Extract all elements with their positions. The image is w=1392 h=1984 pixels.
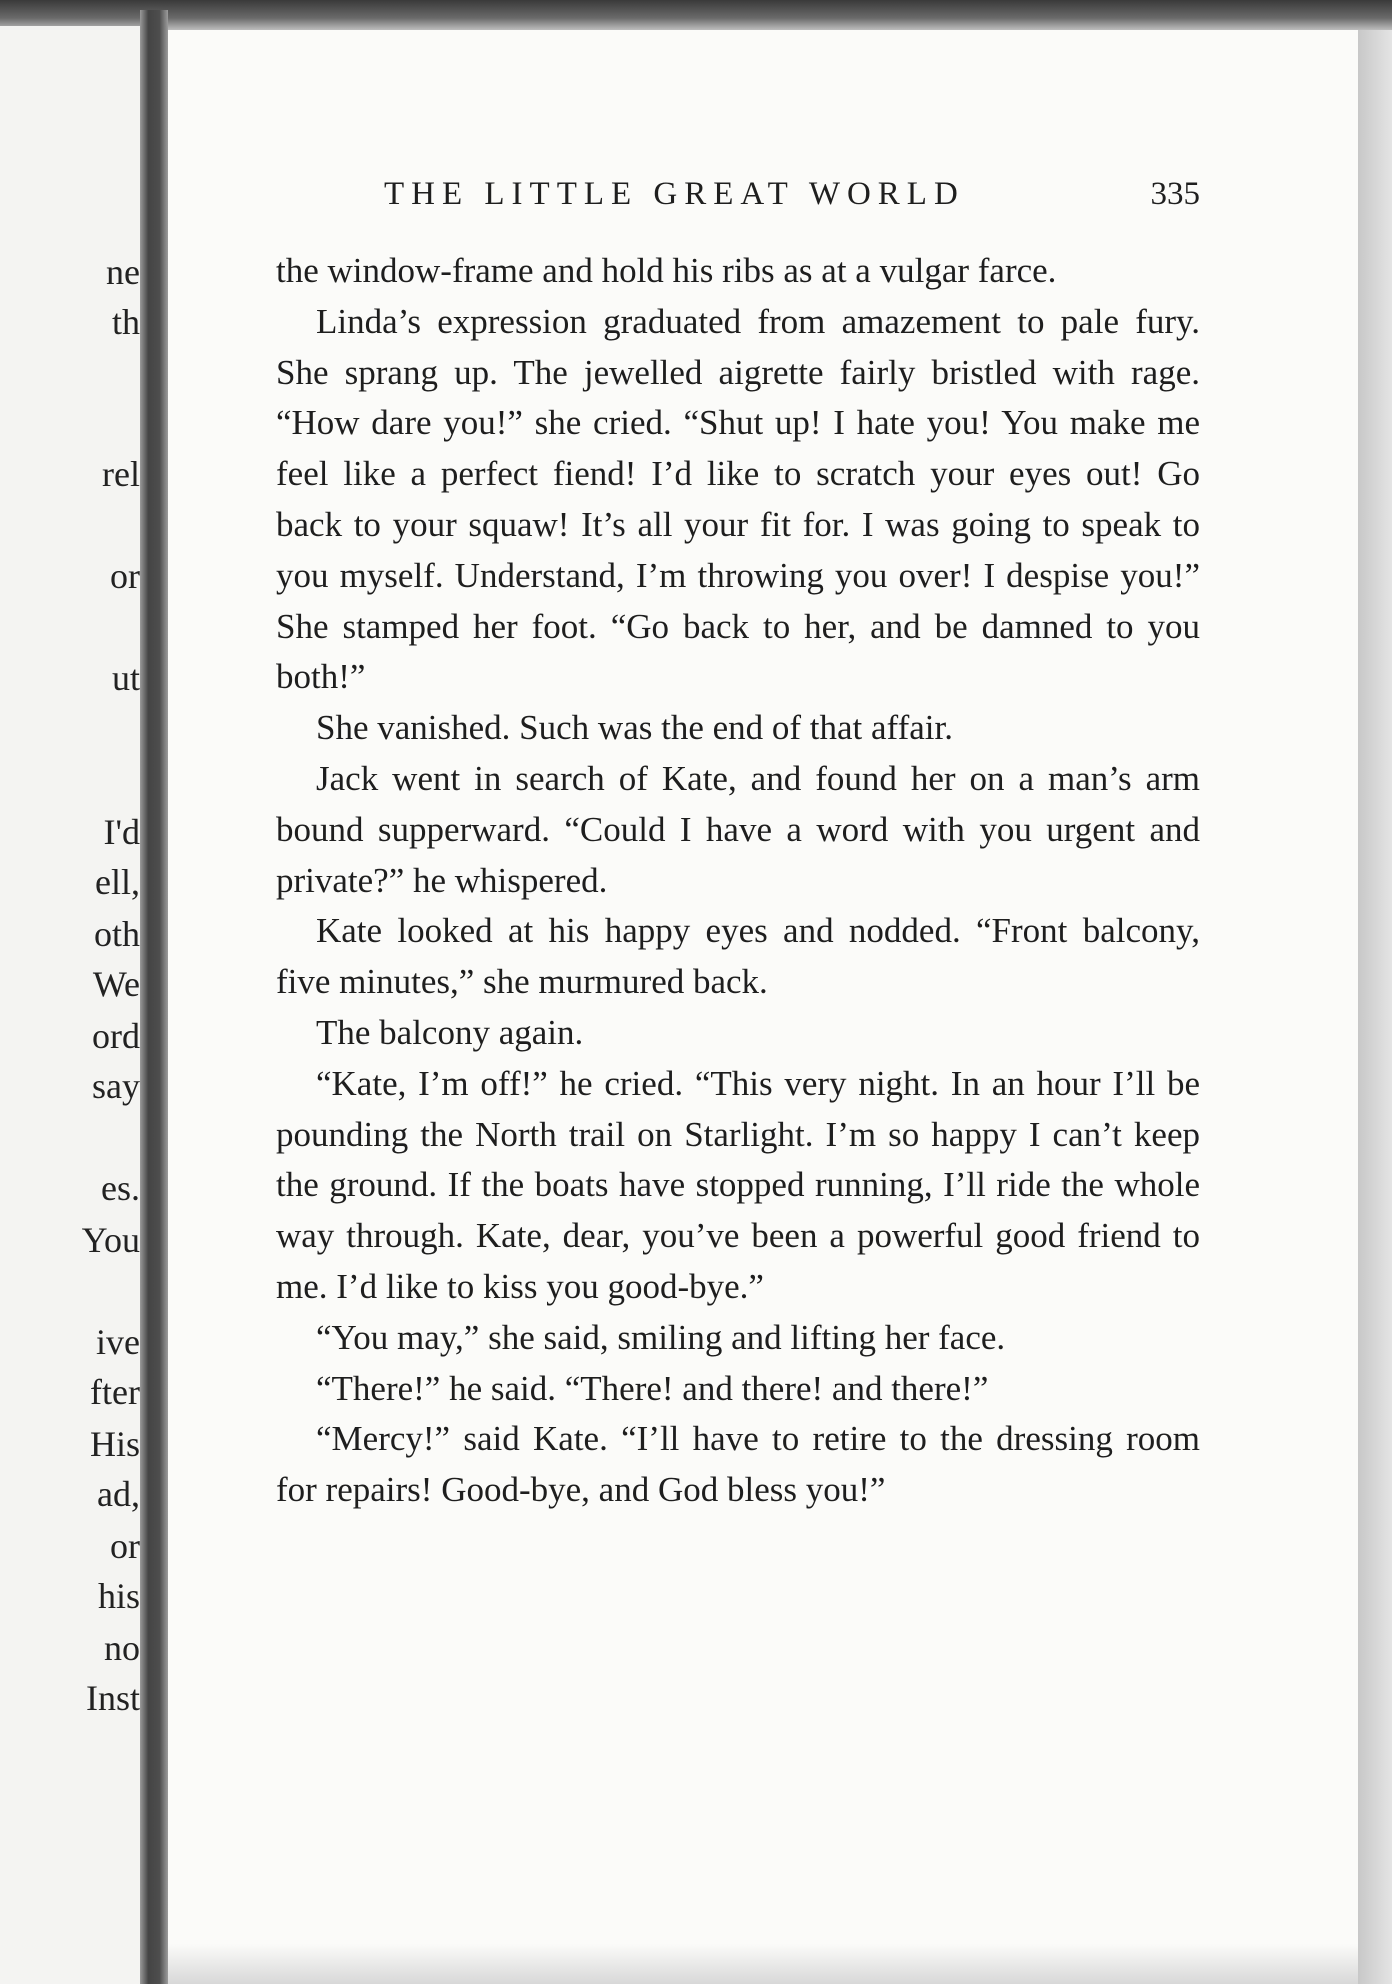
left-fragment: rel: [102, 454, 140, 494]
page-bottom-shadow: [168, 1944, 1358, 1984]
book-spine: [140, 10, 168, 1984]
left-page: [0, 26, 140, 1984]
paragraph: “Kate, I’m off!” he cried. “This very night. In an hour I’ll be pounding the North trail on Starlight. I’m so happy I can’t keep the ground. If the boats have stopped running, I’ll ride the whole way through. Kate, dear, you’ve been a powerful good friend to me. I’d like to kiss you good-bye.”: [276, 1063, 1200, 1306]
left-fragment: You: [81, 1220, 140, 1260]
left-fragment: ut: [111, 658, 140, 698]
left-page-text-fragments: [0, 26, 140, 1984]
body-text: [276, 246, 1200, 1516]
left-fragment: ad,: [97, 1474, 140, 1514]
left-fragment: Inst: [86, 1678, 140, 1718]
left-fragment: ne: [106, 252, 140, 292]
left-fragment: ord: [92, 1016, 140, 1056]
page-right-edge: [1358, 30, 1392, 1984]
paragraph: “Mercy!” said Kate. “I’ll have to retire to the dressing room for repairs! Good-bye, and God bless you!”: [276, 1419, 1200, 1510]
left-fragment: or: [110, 556, 140, 596]
left-fragment: ive: [96, 1322, 140, 1362]
left-fragment: or: [110, 1526, 140, 1566]
left-fragment: We: [92, 964, 140, 1004]
left-fragment: oth: [93, 914, 140, 954]
running-title: THE LITTLE GREAT WORLD: [384, 176, 965, 212]
left-fragment: ell,: [95, 862, 140, 902]
paragraph: “You may,” she said, smiling and lifting her face.: [316, 1317, 1006, 1357]
left-fragment: say: [92, 1066, 140, 1106]
paragraph: Linda’s expression graduated from amazement to pale fury. She sprang up. The jewelled aigrette fairly bristled with rage. “How dare you!” she cried. “Shut up! I hate you! You make me feel like a perfect fiend! I’d like to scratch your eyes out! Go back to your squaw! It’s all your fit for. I was going to speak to you myself. Understand, I’m throwing you over! I despise you!” She stamped her foot. “Go back to her, and be damned to you both!”: [276, 301, 1200, 697]
paragraph: the window-frame and hold his ribs as at a vulgar farce.: [276, 251, 1057, 290]
running-head: [276, 176, 1200, 220]
paragraph: She vanished. Such was the end of that affair.: [316, 708, 953, 748]
page-number: 335: [1150, 176, 1200, 212]
scan-top-shadow: [0, 0, 1392, 30]
left-fragment: I'd: [103, 812, 140, 852]
left-fragment: his: [97, 1576, 140, 1616]
left-fragment: th: [111, 302, 140, 342]
paragraph: Kate looked at his happy eyes and nodded. “Front balcony, five minutes,” she murmured back.: [276, 911, 1200, 1002]
left-fragment: no: [104, 1628, 140, 1668]
left-fragment: es.: [101, 1168, 140, 1208]
paragraph: Jack went in search of Kate, and found her on a man’s arm bound supperward. “Could I have a word with you urgent and private?” he whispered.: [276, 758, 1200, 900]
left-fragment: His: [89, 1424, 140, 1464]
paragraph: “There!” he said. “There! and there! and there!”: [316, 1368, 989, 1408]
left-fragment: fter: [90, 1372, 140, 1412]
paragraph: The balcony again.: [316, 1012, 584, 1052]
